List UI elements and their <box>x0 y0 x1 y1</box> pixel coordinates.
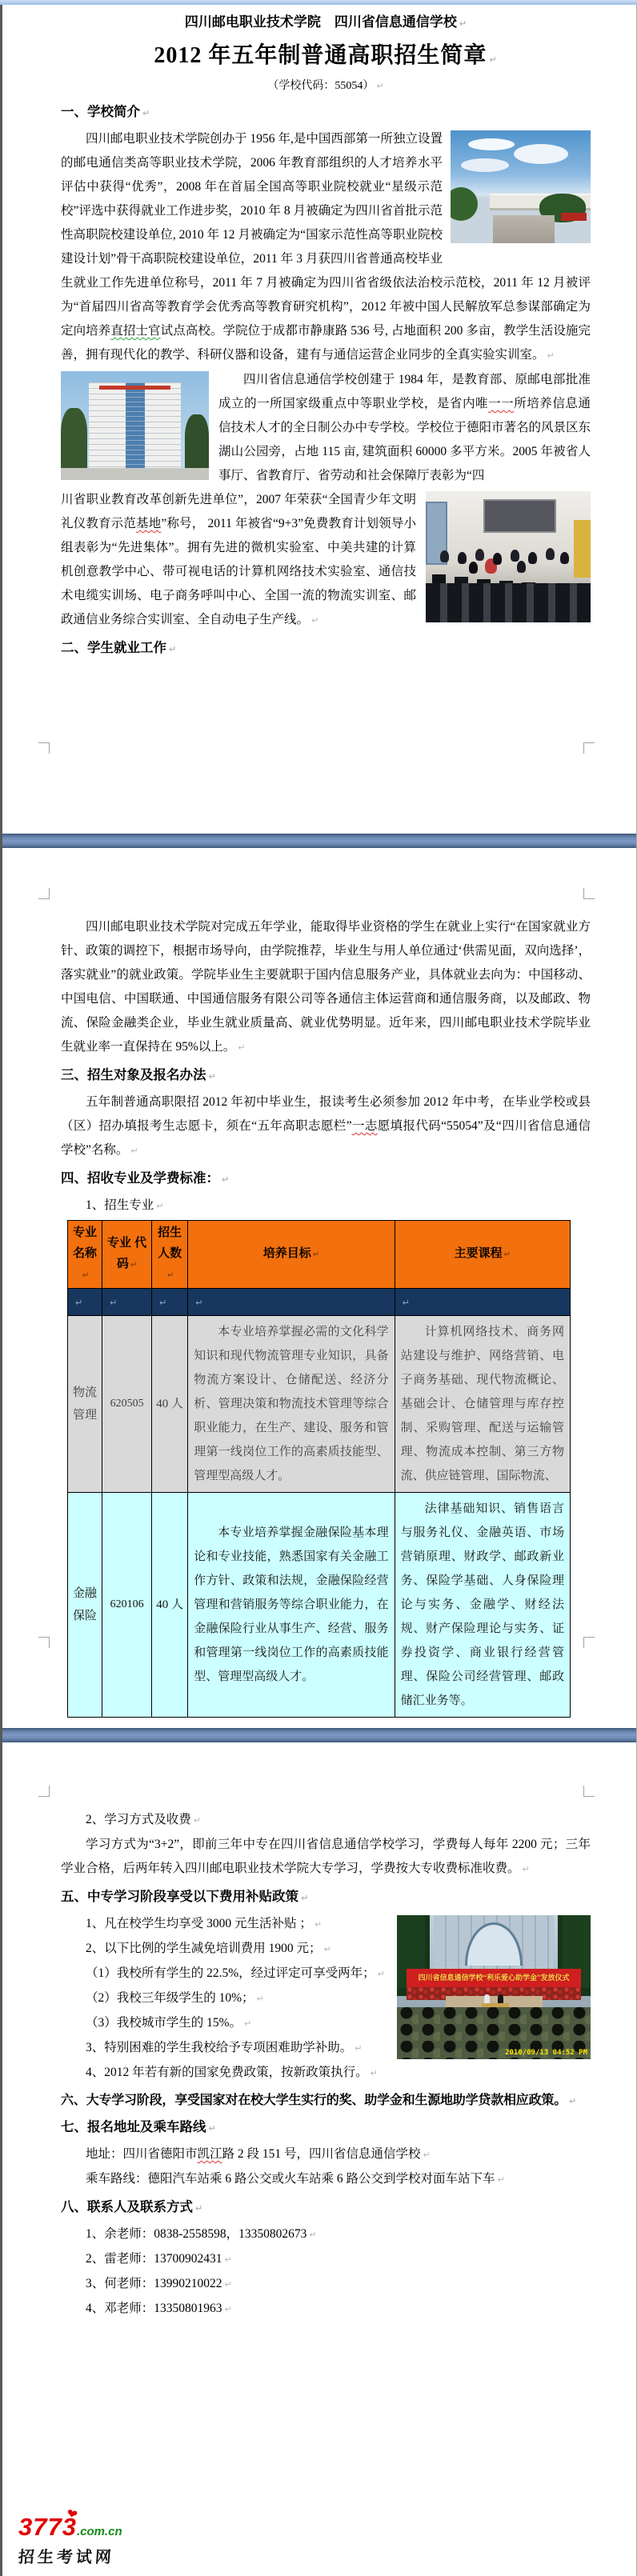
table-header-row <box>68 1221 571 1289</box>
cell-objective <box>188 1316 395 1493</box>
ceremony-banner-text: 四川省信息通信学校“利乐爱心助学金”发放仪式 <box>407 1969 581 1987</box>
logo-tagline: 招生考试网 <box>18 2547 115 2566</box>
spellcheck-underlined-text: 凯江 <box>197 2147 222 2161</box>
subsidy-item: （3）我校城市学生的 15%。 ↵ <box>61 2011 591 2036</box>
spellcheck-underlined-text: 一一 <box>488 397 515 410</box>
paragraph-registration <box>61 1090 591 1163</box>
photo-timestamp: 2010/09/13 04:52 PM <box>505 2049 587 2057</box>
paragraph-text: 四川省信息通信学校创建于 1984 年，是教育部、原邮电部批准成立的一所国家级重点中等职业学校，是省内唯 <box>218 373 591 410</box>
page-1 <box>2 5 636 834</box>
margin-corner-mark <box>583 1786 595 1797</box>
paragraph-text: 试点高校。学院位于成都市静康路 536 号, 占地面积 200 多亩，教学生活设施完善，拥有现代化的教学、科研仪器和设备，建有与通信运营企业同步的全真实验实训室。 <box>61 324 591 362</box>
empty-cell <box>102 1289 152 1316</box>
table-row-logistics <box>68 1316 571 1493</box>
logo-domain: .com.cn <box>76 2525 122 2538</box>
person-decor <box>498 1994 503 2003</box>
courses-text: 计算机网络技术、商务网站建设与维护、网络营销、电子商务基础、现代物流概论、基础会计、仓储管理与库存控制、采购管理、配送与运输管理、物流成本控制、第三方物流、供应链管理、国际物流、 <box>400 1326 564 1482</box>
cell-courses <box>395 1316 570 1493</box>
intro-block-school-b <box>61 488 591 633</box>
people-decor <box>440 550 449 562</box>
subsidy-item: 2、以下比例的学生减免培训费用 1900 元； ↵ <box>61 1937 591 1962</box>
margin-corner-mark <box>583 888 595 899</box>
subheading-enrollment-majors: 1、招生专业 ↵ <box>61 1194 591 1218</box>
intro-block-school-a <box>61 368 591 488</box>
subsidy-item: 4、2012 年若有新的国家免费政策，按新政策执行。 ↵ <box>61 2061 591 2086</box>
tree-decor <box>185 414 209 469</box>
paragraph-address <box>61 2142 591 2167</box>
spellcheck-underlined-text: 直招士官 <box>110 324 161 338</box>
courses-text: 法律基础知识、销售语言与服务礼仪、金融英语、市场营销原理、财政学、邮政新业务、保险学基础、人身保险理论与实务、金融学、财经法规、财产保险理论与实务、证券投资学、商业银行经营管理、保险公司经营管理、邮政储汇业务等。 <box>400 1502 564 1707</box>
empty-cell <box>395 1289 570 1316</box>
section-heading-college-stage: 六、大专学习阶段，享受国家对在校大学生实行的奖、助学金和生源地助学贷款相应政策。 ↵ <box>61 2090 591 2112</box>
document-header: 四川邮电职业技术学院 四川省信息通信学校 ↵ <box>61 13 591 34</box>
red-sign-decor <box>561 213 587 221</box>
cell-courses <box>395 1493 570 1718</box>
paragraph-mark <box>128 1143 138 1157</box>
margin-corner-mark <box>38 742 50 754</box>
tree-decor <box>61 408 87 469</box>
window-top-strip <box>0 0 637 5</box>
page-separator <box>2 834 636 848</box>
contact-item: 3、何老师：13990210022 ↵ <box>61 2272 591 2297</box>
objective-text: 本专业培养掌握金融保险基本理论和专业技能，熟悉国家有关金融工作方针、政策和法规，金融保险经营管理和营销服务等综合职业能力，在金融保险行业从事生产、经营、服务和管理第一线岗位工作的高素质技能型、管理型高级人才。 <box>194 1526 389 1683</box>
contact-item: 2、雷老师：13700902431 ↵ <box>61 2247 591 2272</box>
empty-cell <box>188 1289 395 1316</box>
cell-major-code: 620106 <box>102 1493 152 1718</box>
section-heading-subsidy-policy: 五、中专学习阶段享受以下费用补贴政策 ↵ <box>61 1886 591 1909</box>
tree-decor <box>451 187 478 221</box>
column-header-major-name: 专业 名称 ↵ <box>68 1221 102 1289</box>
paragraph-employment: 四川邮电职业技术学院对完成五年学业，能取得毕业资格的学生在就业上实行“在国家就业方针、政策的调控下，根据市场导向，由学院推荐，毕业生与用人单位通过‘供需见面，双向选择’，落实就业”的就业政策。学院毕业生主要就职于国内信息服务产业，具体就业去向为：中国移动、中国电信、中国联通、中国通信服务有限公司等各通信主体运营商和通信服务商，以及邮政、物流、保险金融类企业，毕业生就业质量高、就业优势明显。近年来，四川邮电职业技术学院毕业生就业率一直保持在 95%以上。 ↵ <box>61 915 591 1060</box>
glass-column-decor <box>126 382 145 468</box>
spellcheck-underlined-text: 一志 <box>351 1119 378 1133</box>
margin-corner-mark <box>583 742 595 754</box>
site-watermark-logo <box>18 2515 154 2567</box>
cell-major-name: 金融 保险 <box>68 1493 102 1718</box>
cell-objective <box>188 1493 395 1718</box>
contact-item: 1、余老师：0838-2558598，13350802673 ↵ <box>61 2222 591 2247</box>
empty-cell <box>152 1289 188 1316</box>
column-header-objective: 培养目标 ↵ <box>188 1221 395 1289</box>
paragraph-bus-route: 乘车路线：德阳汽车站乘 6 路公交或火车站乘 6 路公交到学校对面车站下车 ↵ <box>61 2167 591 2192</box>
paragraph-study-mode: 学习方式为“3+2”，即前三年中专在四川省信息通信学校学习，学费每人每年 2200 元；三年学业合格，后两年转入四川邮电职业技术学院大专学习，学费按大专收费标准收费。 ↵ <box>61 1833 591 1882</box>
document-title: 2012 年五年制普通高职招生简章 ↵ <box>61 40 591 76</box>
paragraph-text: 四川邮电职业技术学院创办于 1956 年,是中国西部第一所独立设置的邮电通信类高等职业技术学院，2006 年教育部组织的人才培养水平评估中获得“优秀”，2008 年在首届全国高等职业院校就业“星级示范校”评选中获得就业工作进步奖，2010 年 8 月被确定为四川省首批示范性高职院校建设单位, 2010 年 12 月被确定为“国家示范性高等职业院校建设计划”骨干高职院校建设单位，2011 年 3 月获四川省普通高校毕业生就业工作先进单位称号，2011 年 7 月被确定为四川省省级依法治校示范校，2011 年 12 月被评为“首届四川省高等教育学会优秀高等教育研究机构”，2012 年被中国人民解放军总参谋部确定为定向培养 <box>61 132 591 338</box>
subsidy-item: 1、凡在校学生均享受 3000 元生活补贴 ； ↵ <box>61 1912 591 1937</box>
paragraph-text: 路 2 段 151 号，四川省信息通信学校 <box>222 2147 421 2161</box>
paragraph-text: 所培养信息通信技术人才的全日制公办中专学校。学校位于德阳市著名的风景区东湖山公园旁，占地 115 亩, 建筑面积 60000 多平方米。2005 年被省人事厅、省教育厅、省劳动和社会保障厅表彰为“四 <box>218 397 591 482</box>
page-2 <box>2 848 636 1728</box>
paragraph-mark <box>421 2147 431 2161</box>
table-row-finance-insurance <box>68 1493 571 1718</box>
section-heading-address-route: 七、报名地址及乘车路线 ↵ <box>61 2117 591 2139</box>
paragraph-text: 川省职业教育改革创新先进单位”，2007 年荣获“全国青少年文明礼仪教育示范 <box>61 493 416 530</box>
section-heading-school-intro: 一、学校简介 ↵ <box>61 102 591 124</box>
subsidy-item: （2）我校三年级学生的 10%； ↵ <box>61 1986 591 2011</box>
campus-gate-photo <box>451 130 591 243</box>
cell-major-name: 物流 管理 <box>68 1316 102 1493</box>
subsidy-block <box>61 1912 591 2086</box>
margin-corner-mark <box>38 888 50 899</box>
section-heading-employment: 二、学生就业工作 ↵ <box>61 638 591 660</box>
school-code-line: （学校代码：55054） ↵ <box>61 78 591 95</box>
column-header-courses: 主要课程 ↵ <box>395 1221 570 1289</box>
paragraph-text: 地址：四川省德阳市 <box>86 2147 198 2161</box>
page-3 <box>2 1742 636 2576</box>
section-heading-majors-tuition: 四、招收专业及学费标准： ↵ <box>61 1168 591 1190</box>
column-header-enrollment: 招生 人数 ↵ <box>152 1221 188 1289</box>
cloud-decor <box>468 138 515 150</box>
paragraph-text: ”称号， 2011 年被省“9+3”免费教育计划领导小组表彰为“先进集体”。拥有先进的微机实验室、中美共建的计算机创意教学中心、带可视电话的计算机网络技术实验室、通信技术电缆实训场、电子商务呼叫中心、全国一流的物流实训室、邮政通信业务综合实训室、全自动电子生产线。 <box>61 517 416 626</box>
projector-screen-decor <box>483 499 556 533</box>
table-band-row <box>68 1289 571 1316</box>
paragraph-text: 五年制普通高职限招 2012 年初中毕业生，报读考生必须参加 2012 年中考，在毕业学校或县（区）招办填报考生志愿卡，须在“五年高职志愿栏” <box>61 1095 591 1133</box>
cabinet-decor <box>574 520 591 578</box>
intro-block-college <box>61 127 591 368</box>
desks-decor <box>426 583 591 622</box>
column-header-major-code: 专业 代码 ↵ <box>102 1221 152 1289</box>
margin-corner-mark <box>38 1786 50 1797</box>
rooftop-banner-decor <box>99 386 170 390</box>
section-heading-contacts: 八、联系人及联系方式 ↵ <box>61 2197 591 2219</box>
contact-item: 4、邓老师：13350801963 ↵ <box>61 2297 591 2322</box>
section-heading-enrollment-target: 三、招生对象及报名办法 ↵ <box>61 1065 591 1087</box>
logo-wordmark <box>18 2515 154 2544</box>
subheading-study-mode: 2、学习方式及收费 ↵ <box>61 1808 591 1833</box>
subsidy-item: 3、特别困难的学生我校给予专项困难助学补助。 ↵ <box>61 2036 591 2061</box>
road-decor <box>493 215 555 243</box>
paragraph-mark <box>545 348 555 362</box>
spellcheck-underlined-text: 基地 <box>136 517 162 530</box>
cell-enrollment: 40 人 <box>152 1493 188 1718</box>
margin-corner-mark <box>583 1637 595 1648</box>
person-decor <box>484 1994 490 2003</box>
majors-table <box>67 1220 571 1718</box>
computer-lab-photo <box>426 491 591 622</box>
school-building-photo <box>61 371 209 480</box>
plaza-decor <box>61 468 209 480</box>
paragraph-mark <box>309 613 318 626</box>
logo-number: 3773 <box>18 2513 77 2541</box>
empty-cell <box>68 1289 102 1316</box>
window-left-edge <box>0 5 2 2576</box>
objective-text: 本专业培养掌握必需的文化科学知识和现代物流管理专业知识，具备物流方案设计、仓储配送、经济分析、管理决策和物流技术管理等综合职业能力，在生产、建设、服务和管理第一线岗位工作的高素质技能型、管理型高级人才。 <box>194 1326 389 1482</box>
margin-corner-mark <box>38 1637 50 1648</box>
cell-major-code: 620505 <box>102 1316 152 1493</box>
scholarship-ceremony-photo <box>397 1915 591 2059</box>
subsidy-item: （1）我校所有学生的 22.5%，经过评定可享受两年； ↵ <box>61 1962 591 1986</box>
page-separator <box>2 1728 636 1742</box>
paragraph-text: 愿填报代码“55054”及“四川省信息通信学校”名称。 <box>61 1119 591 1157</box>
cell-enrollment: 40 人 <box>152 1316 188 1493</box>
